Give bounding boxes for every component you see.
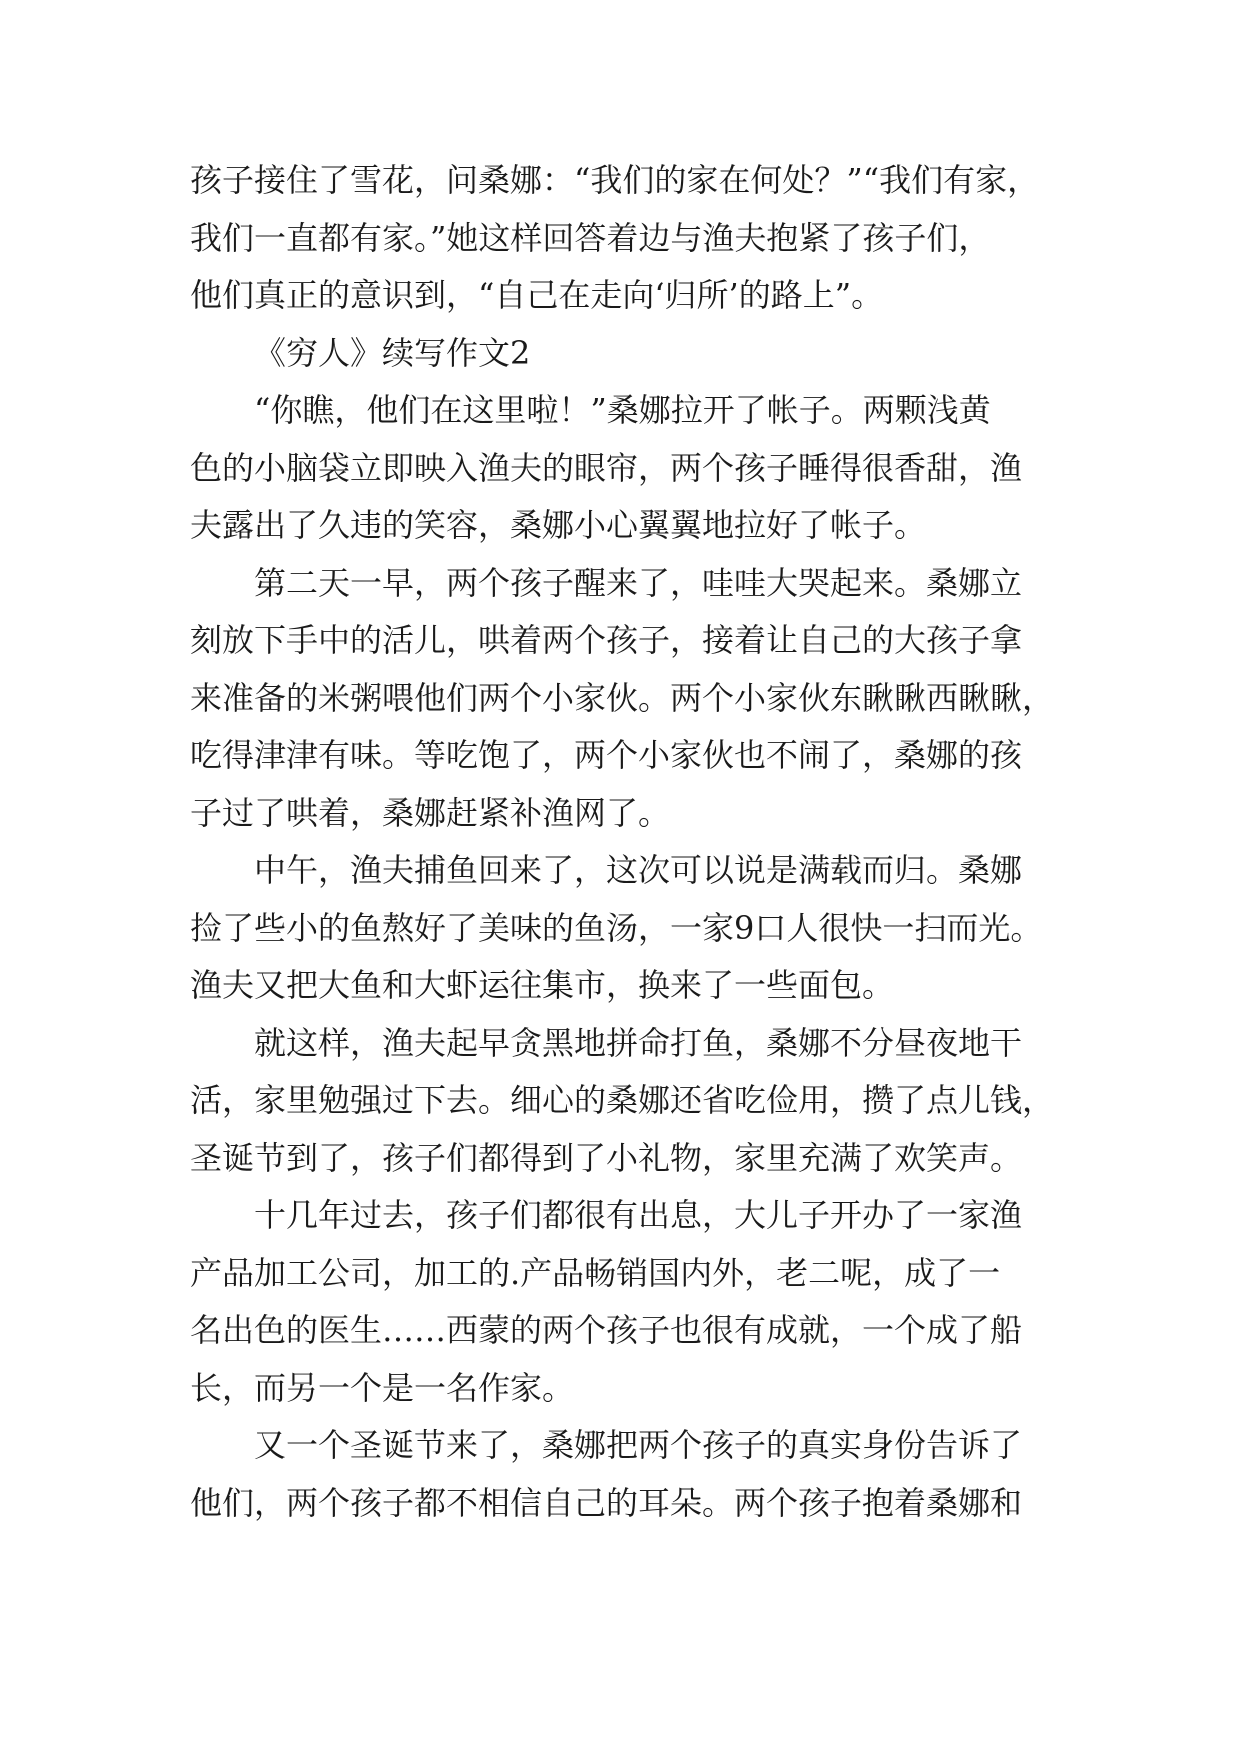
text-line-12: 子过了哄着，桑娜赶紧补渔网了。 <box>190 793 671 832</box>
text-line-23: 又一个圣诞节来了，桑娜把两个孩子的真实身份告诉了 <box>254 1426 1023 1464</box>
section-heading: 《穷人》续写作文2 <box>254 333 531 372</box>
text-line-24: 他们，两个孩子都不相信自己的耳朵。两个孩子抱着桑娜和 <box>190 1483 1023 1522</box>
text-line-14: 捡了些小的鱼熬好了美味的鱼汤，一家9口人很快一扫而光。 <box>190 908 1043 947</box>
text-line-15: 渔夫又把大鱼和大虾运往集市，换来了一些面包。 <box>190 966 895 1004</box>
text-line-18: 圣诞节到了，孩子们都得到了小礼物，家里充满了欢笑声。 <box>190 1138 1023 1177</box>
text-line-1: 孩子接住了雪花，问桑娜：“我们的家在何处？”“我们有家， <box>190 161 1040 199</box>
text-line-13: 中午，渔夫捕鱼回来了，这次可以说是满载而归。桑娜 <box>254 851 1023 889</box>
text-line-10: 来准备的米粥喂他们两个小家伙。两个小家伙东瞅瞅西瞅瞅， <box>190 678 1055 717</box>
text-line-16: 就这样，渔夫起早贪黑地拼命打鱼，桑娜不分昼夜地干 <box>254 1023 1023 1062</box>
text-line-5: “你瞧，他们在这里啦！”桑娜拉开了帐子。两颗浅黄 <box>254 391 991 429</box>
text-line-2: 我们一直都有家。”她这样回答着边与渔夫抱紧了孩子们， <box>190 218 991 257</box>
text-line-8: 第二天一早，两个孩子醒来了，哇哇大哭起来。桑娜立 <box>254 563 1023 602</box>
text-line-17: 活，家里勉强过下去。细心的桑娜还省吃俭用，攒了点儿钱， <box>190 1081 1055 1119</box>
text-line-19: 十几年过去，孩子们都很有出息，大儿子开办了一家渔 <box>254 1196 1023 1234</box>
text-line-3: 他们真正的意识到，“自己在走向‘归所’的路上”。 <box>190 276 884 314</box>
body-text <box>190 152 1060 1532</box>
text-line-20: 产品加工公司，加工的.产品畅销国内外，老二呢，成了一 <box>190 1253 1001 1292</box>
text-line-9: 刻放下手中的活儿，哄着两个孩子，接着让自己的大孩子拿 <box>190 621 1023 659</box>
text-line-7: 夫露出了久违的笑容，桑娜小心翼翼地拉好了帐子。 <box>190 506 927 544</box>
text-line-11: 吃得津津有味。等吃饱了，两个小家伙也不闹了，桑娜的孩 <box>190 736 1023 774</box>
text-line-6: 色的小脑袋立即映入渔夫的眼帘，两个孩子睡得很香甜，渔 <box>190 448 1023 487</box>
text-line-22: 长，而另一个是一名作家。 <box>190 1368 575 1407</box>
text-line-21: 名出色的医生……西蒙的两个孩子也很有成就，一个成了船 <box>190 1311 1023 1349</box>
